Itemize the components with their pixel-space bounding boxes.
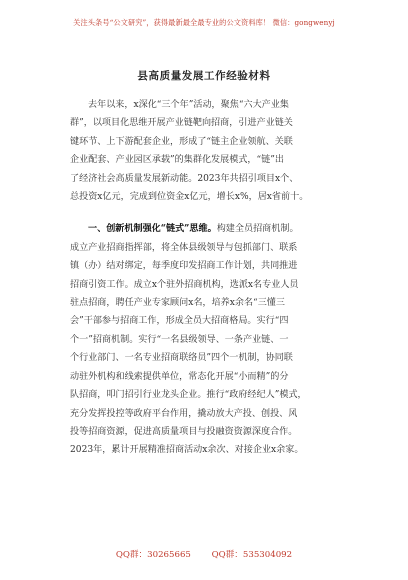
section-line: 充分发挥投控等政府平台作用，撬动放大产投、创投、风 xyxy=(70,408,298,419)
section-heading-tail: 构建全员招商机制。 xyxy=(216,224,299,235)
footer-contacts xyxy=(0,548,408,560)
qq-group-1: QQ群：30265665 xyxy=(115,550,191,560)
intro-line: 键环节、上下游配套企业，形成了“链主企业领航、关联 xyxy=(70,136,293,147)
section-line: 队招商，叩门招引行业龙头企业。推行“政府经纪人”模式， xyxy=(70,390,307,401)
intro-line: 总投资x亿元，完成到位资金x亿元，增长x%，居x省前十。 xyxy=(70,192,309,203)
qq-group-2: QQ群：535304092 xyxy=(211,550,293,560)
section-line: 会”干部参与招商工作，形成全员大招商格局。实行“四 xyxy=(70,316,289,327)
intro-paragraph xyxy=(70,96,354,206)
section-line: 驻点招商，聘任产业专家顾问x名，培养x余名“三懂三 xyxy=(70,298,285,309)
section-line: 个行业部门、一名专业招商联络员”四个一机制，协同联 xyxy=(70,353,293,364)
document-title: 县高质量发展工作经验材料 xyxy=(137,70,271,82)
section-line: 镇（办）结对绑定，每季度印发招商工作计划，共同推进 xyxy=(70,261,298,272)
section-line: 动驻外机构和线索提供单位，常态化开展“小而精”的分 xyxy=(70,371,289,382)
section-heading: 一、创新机制强化“链式”思维。 xyxy=(88,223,217,235)
section-line: 2023年，累计开展精准招商活动x余次、对接企业x余家。 xyxy=(70,445,304,456)
intro-line: 企业配套、产业园区承载”的集群化发展模式，“链”出 xyxy=(70,155,285,166)
intro-line: 群”，以项目化思维开展产业链靶向招商，引进产业链关 xyxy=(70,118,293,129)
document-body xyxy=(70,96,354,460)
section-1-paragraph xyxy=(70,220,354,459)
intro-line: 了经济社会高质量发展新动能。2023年共招引项目x个、 xyxy=(70,173,299,184)
section-line: 投等招商资源，促进高质量项目与投融资资源深度合作。 xyxy=(70,426,298,437)
section-line: 招商引资工作。成立x个驻外招商机构，选派x名专业人员 xyxy=(70,279,299,290)
section-line: 个一”招商机制。实行“一名县级领导、一条产业链、一 xyxy=(70,334,289,345)
section-line: 成立产业招商指挥部，将全体县级领导与包抓部门、联系 xyxy=(70,242,298,253)
promo-banner: 关注头条号“公文研究”，获得最新最全最专业的公文资料库！ 微信：gongwenyj xyxy=(73,18,335,27)
intro-line: 去年以来，x深化“三个年”活动，聚焦“六大产业集 xyxy=(88,100,289,110)
